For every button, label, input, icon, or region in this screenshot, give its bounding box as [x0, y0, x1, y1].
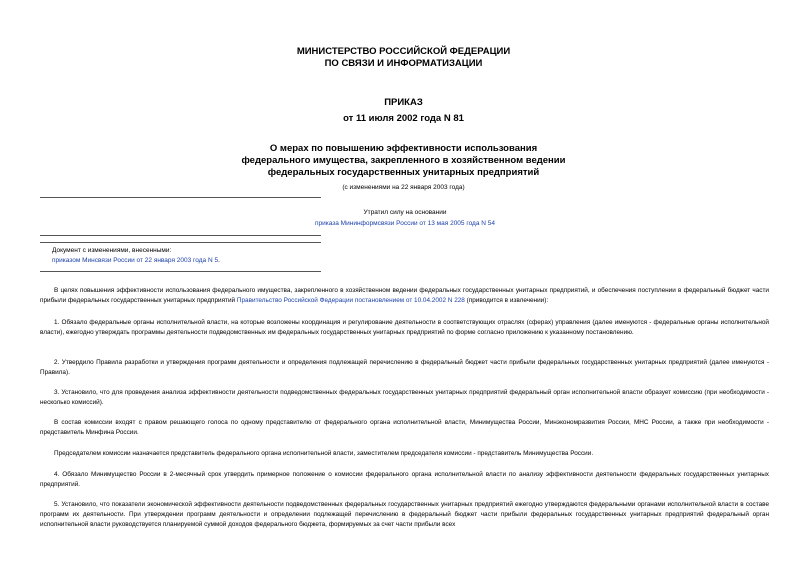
divider: [40, 271, 321, 272]
lost-force-label: Утратил силу на основании: [363, 209, 447, 216]
ministry-title-line1: МИНИСТЕРСТВО РОССИЙСКОЙ ФЕДЕРАЦИИ: [296, 46, 511, 57]
amending-docs-block: [52, 246, 220, 266]
paragraph-preamble: [40, 286, 769, 306]
document-subject: [0, 143, 807, 179]
lost-force-block: [305, 207, 505, 229]
amending-docs-label: Документ с изменениями, внесенными:: [52, 247, 172, 254]
subject-line-3: федеральных государственных унитарных предприятий: [267, 167, 540, 178]
document-date-number: от 11 июля 2002 года N 81: [343, 113, 464, 124]
amendments-note: (с изменениями на 22 января 2003 года): [342, 184, 465, 191]
paragraph-5: Председателем комиссии назначается представитель федерального органа исполнительной власти, заместителем председателя комиссии - представитель Минимущества России.: [54, 450, 594, 457]
government-decree-link[interactable]: Правительство Российской Федерации постановлением от 10.04.2002 N 228: [236, 297, 465, 304]
lost-force-link[interactable]: приказа Мининформсвязи России от 13 мая 2005 года N 54: [314, 220, 495, 227]
ministry-title-line2: ПО СВЯЗИ И ИНФОРМАТИЗАЦИИ: [324, 58, 483, 69]
document-type: ПРИКАЗ: [384, 97, 423, 108]
document-body: [40, 286, 769, 306]
divider: [40, 197, 321, 198]
paragraph-3: 3. Установило, что для проведения анализа эффективности деятельности подведомственных федеральных государственных унитарных предприятий федеральный орган исполнительной власти образует комиссию (при необходимости - несколько комиссий).: [40, 389, 769, 406]
divider: [40, 242, 321, 243]
paragraph-4: В состав комиссии входят с правом решающего голоса по одному представителю от федерального органа исполнительной власти, Минимущества России, Минэкономразвития России, МНС России, а также при необходимости - представитель Минфина России.: [40, 419, 769, 436]
preamble-suffix: (приводится в извлечении):: [464, 297, 549, 304]
amending-doc-suffix: .: [218, 257, 220, 264]
paragraph-1: 1. Обязало федеральные органы исполнительной власти, на которые возложены координация и регулирование деятельности в соответствующих отраслях (сферах) управления (далее именуются - федеральные органы исполнительной власти), ежегодно утверждать программы деятельности подведомственных им федеральных государственных унитарных предприятий по форме согласно приложению к указанному постановлению.: [40, 319, 769, 336]
subject-line-2: федерального имущества, закрепленного в хозяйственном ведении: [241, 155, 566, 166]
preamble-text: В целях повышения эффективности использования федерального имущества, закрепленного в хозяйственном ведении федеральных государственных унитарных предприятий, и обеспечения поступлении в федеральный бюджет части прибыли федеральных государственных унитарных предприятий: [40, 287, 769, 304]
subject-line-1: О мерах по повышению эффективности использования: [269, 143, 538, 154]
divider: [40, 235, 321, 236]
paragraph-2: 2. Утвердило Правила разработки и утверждения программ деятельности и определения подлежащей перечислению в федеральный бюджет части прибыли федеральных государственных унитарных предприятий (далее именуются - Правила).: [40, 359, 769, 376]
paragraph-6: 4. Обязало Минимущество России в 2-месячный срок утвердить примерное положение о комиссии федерального органа исполнительной власти по анализу эффективности деятельности федеральных государственных унитарных предприятий.: [40, 471, 769, 488]
paragraph-7: 5. Установило, что показатели экономической эффективности деятельности подведомственных федеральных государственных унитарных предприятий ежегодно утверждаются федеральными органами исполнительной власти в составе программ их деятельности. При утверждении программ деятельности и определении подлежащей перечислению в федеральный бюджет части прибыли федеральных государственных унитарных предприятий федеральный орган исполнительной власти руководствуется планируемой суммой доходов федерального бюджета, формируемых за счет части прибыли всех: [40, 501, 769, 528]
amending-doc-link[interactable]: приказом Минсвязи России от 22 января 2003 года N 5: [52, 257, 219, 264]
